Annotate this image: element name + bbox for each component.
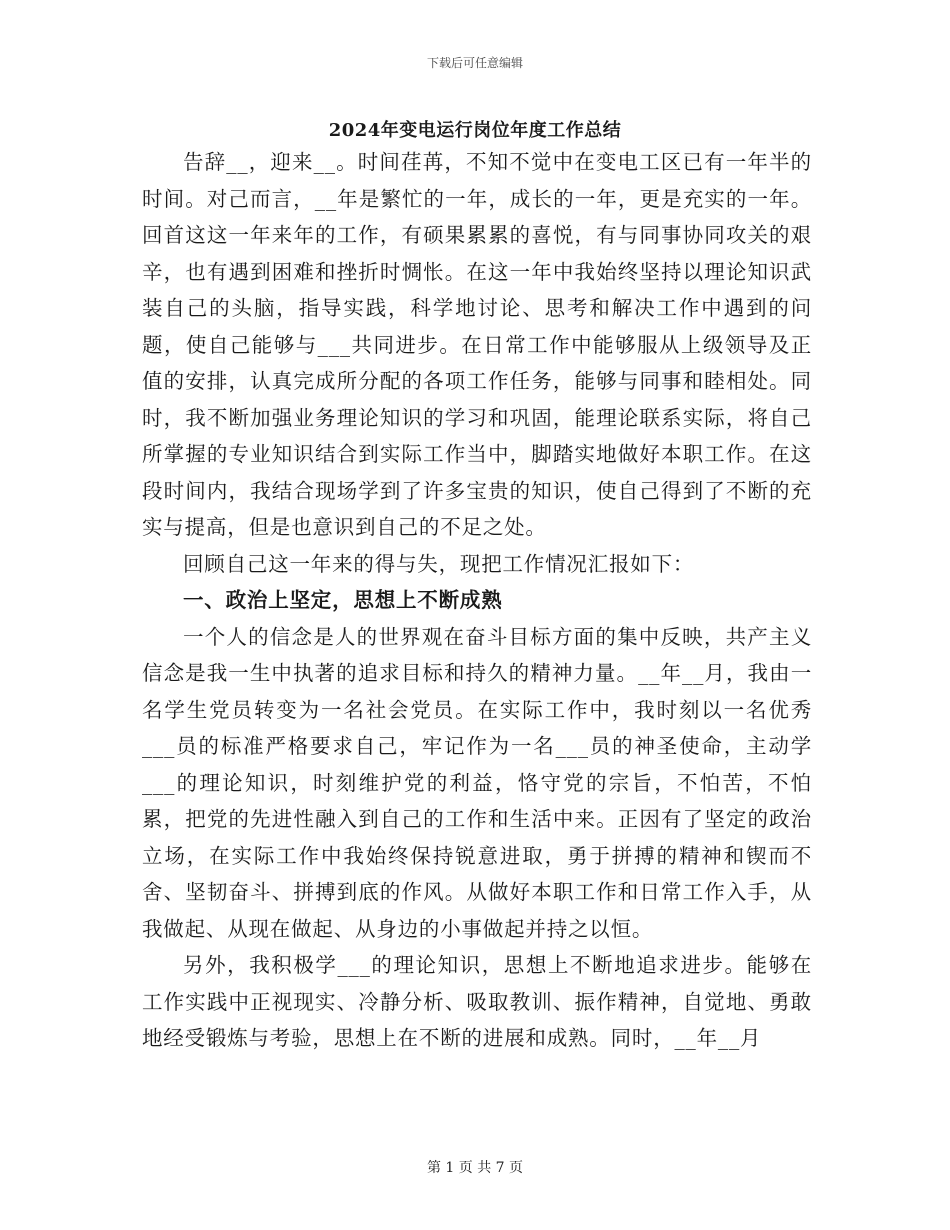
paragraph-belief: 一个人的信念是人的世界观在奋斗目标方面的集中反映，共产主义信念是我一生中执著的追求目标和持久的精神力量。__年__月，我由一名学生党员转变为一名社会党员。在实际工作中，我时刻以一名优秀___员的标准严格要求自己，牢记作为一名___员的神圣使命，主动学___的理论知识，时刻维护党的利益，恪守党的宗旨，不怕苦，不怕累，把党的先进性融入到自己的工作和生活中来。正因有了坚定的政治立场，在实际工作中我始终保持锐意进取，勇于拼搏的精神和锲而不舍、坚韧奋斗、拼搏到底的作风。从做好本职工作和日常工作入手，从我做起、从现在做起、从身边的小事做起并持之以恒。 — [142, 624, 812, 941]
paragraph-review: 回顾自己这一年来的得与失，现把工作情况汇报如下： — [183, 551, 695, 576]
paragraph-intro: 告辞__，迎来__。时间荏苒，不知不觉中在变电工区已有一年半的时间。对己而言，__年是繁忙的一年，成长的一年，更是充实的一年。回首这这一年来年的工作，有硕果累累的喜悦，有与同事协同攻关的艰辛，也有遇到困难和挫折时惆怅。在这一年中我始终坚持以理论知识武装自己的头脑，指导实践，科学地讨论、思考和解决工作中遇到的问题，使自己能够与___共同进步。在日常工作中能够服从上级领导及正值的安排，认真完成所分配的各项工作任务，能够与同事和睦相处。同时，我不断加强业务理论知识的学习和巩固，能理论联系实际，将自己所掌握的专业知识结合到实际工作当中，脚踏实地做好本职工作。在这段时间内，我结合现场学到了许多宝贵的知识，使自己得到了不断的充实与提高，但是也意识到自己的不足之处。 — [142, 150, 812, 539]
section-heading-political: 一、政治上坚定，思想上不断成熟 — [183, 588, 503, 612]
document-body — [142, 144, 812, 1057]
page-number: 第 1 页 共 7 页 — [426, 1160, 524, 1176]
paragraph-study: 另外，我积极学___的理论知识，思想上不断地追求进步。能够在工作实践中正视现实、冷静分析、吸取教训、振作精神，自觉地、勇敢地经受锻炼与考验，思想上在不断的进展和成熟。同时，__年__月 — [142, 953, 812, 1050]
page-header-note: 下载后可任意编辑 — [426, 56, 523, 70]
document-title: 2024年变电运行岗位年度工作总结 — [328, 120, 622, 141]
